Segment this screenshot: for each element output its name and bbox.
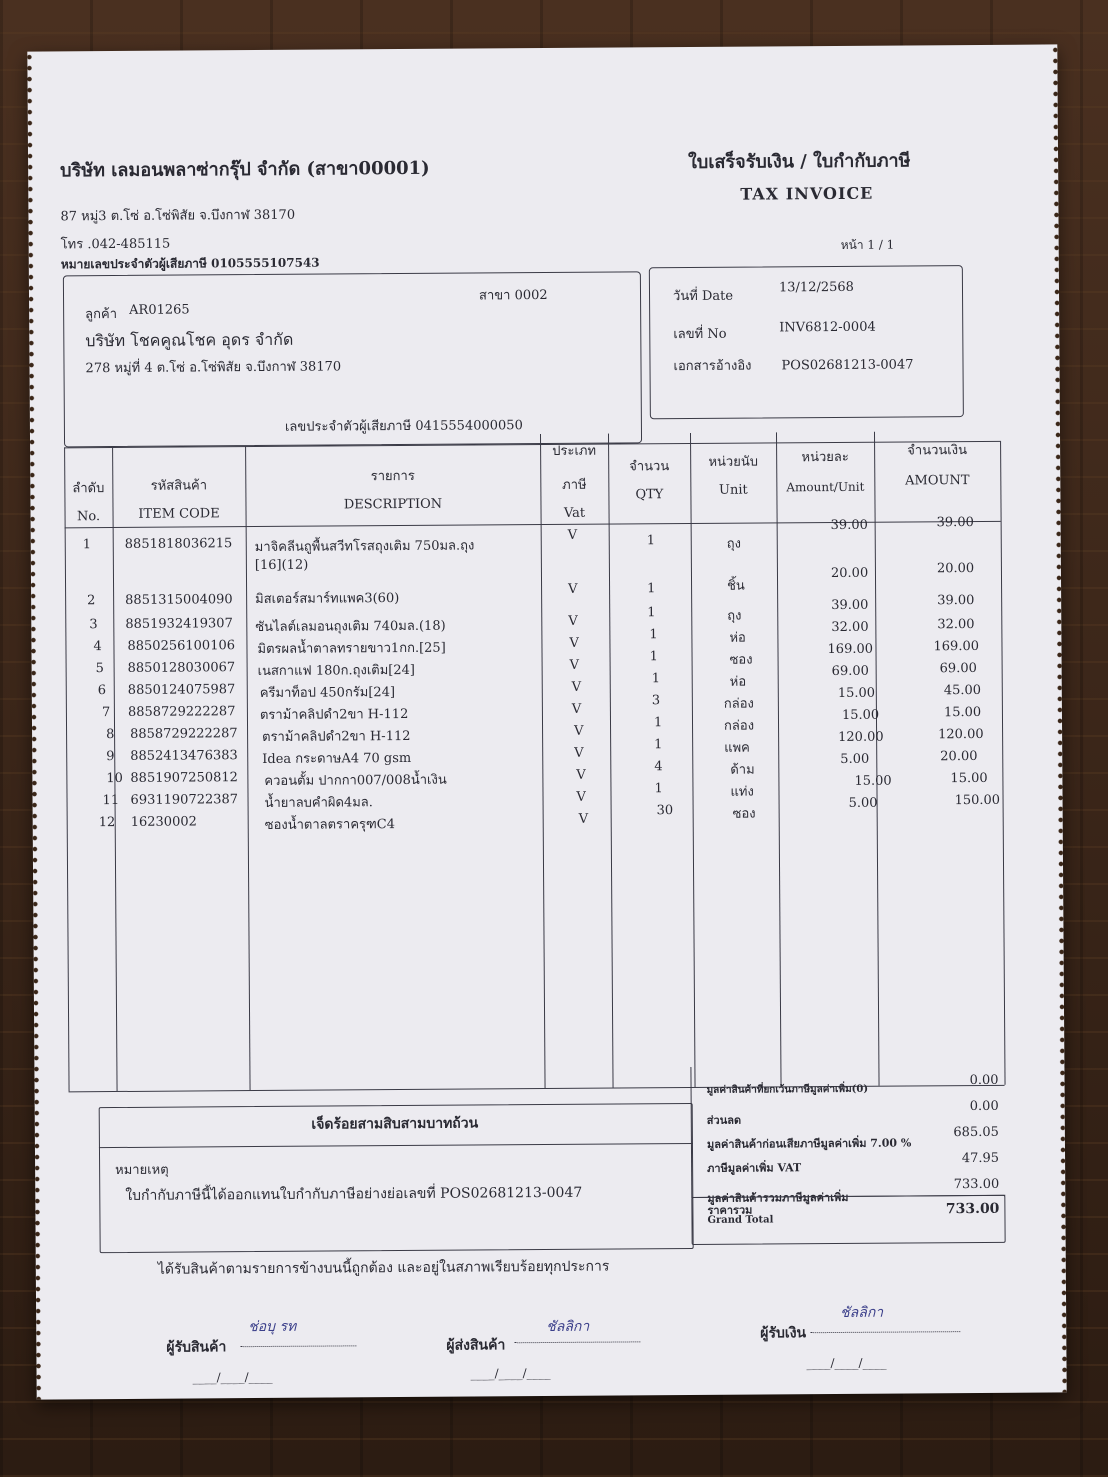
customer-code: AR01265 <box>129 302 190 318</box>
doc-no-value: INV6812-0004 <box>779 319 876 336</box>
hdr-qty-en: QTY <box>635 487 664 503</box>
row-unit: ชิ้น <box>727 578 745 594</box>
row-code: 8851907250812 <box>130 770 238 786</box>
hdr-amount-th: จำนวนเงิน <box>907 443 967 459</box>
row-vat: V <box>571 679 582 695</box>
row-desc: มาจิคลีนถูพื้นสวีทโรสถุงเติม 750มล.ถุง <box>254 538 475 556</box>
row-code: 16230002 <box>130 814 197 830</box>
row-price: 69.00 <box>831 663 869 680</box>
before-vat-label: มูลค่าสินค้าก่อนเสียภาษีมูลค่าเพิ่ม 7.00 % <box>706 1136 912 1151</box>
row-desc-line2: [16](12) <box>254 557 309 574</box>
hdr-unit-th: หน่วยนับ <box>708 454 758 470</box>
doc-title-thai: ใบเสร็จรับเงิน / ใบกำกับภาษี <box>688 150 911 174</box>
company-phone: โทร .042-485115 <box>60 236 171 253</box>
row-qty: 1 <box>649 627 658 643</box>
hdr-no-en: No. <box>76 509 101 525</box>
row-qty: 1 <box>646 533 656 549</box>
row-unit: กล่อง <box>723 718 755 734</box>
row-qty: 1 <box>649 649 658 665</box>
row-no: 1 <box>82 537 92 553</box>
row-amount: 45.00 <box>943 682 982 699</box>
row-price: 15.00 <box>841 707 880 723</box>
grand-label-th: ราคารวม <box>707 1203 753 1217</box>
row-qty: 1 <box>653 715 663 731</box>
page-number: หน้า 1 / 1 <box>840 237 895 252</box>
customer-address: 278 หมู่ที่ 4 ต.โซ่ อ.โซ่พิสัย จ.บึงกาฬ 38170 <box>85 359 342 377</box>
row-no: 9 <box>106 749 115 765</box>
row-vat: V <box>576 789 586 805</box>
row-vat: V <box>574 723 584 739</box>
receiver-signature: ช่อบุ รท <box>248 1318 297 1336</box>
row-desc: มิสเตอร์สมาร์ทแพค3(60) <box>255 591 400 608</box>
collector-signature: ชัลลิกา <box>840 1304 884 1321</box>
row-vat: V <box>569 635 579 651</box>
row-price: 39.00 <box>831 597 869 614</box>
before-vat-value: 685.05 <box>953 1124 999 1141</box>
sender-date: ____/____/____ <box>470 1365 551 1381</box>
hdr-amount-en: AMOUNT <box>905 473 970 489</box>
row-price: 20.00 <box>830 565 869 582</box>
ref-value: POS02681213-0047 <box>781 357 914 374</box>
hdr-price-th: หน่วยละ <box>801 449 849 466</box>
row-amount: 32.00 <box>937 617 975 633</box>
row-qty: 4 <box>654 759 663 775</box>
row-desc: ซองน้ำตาลตราครุฑC4 <box>264 817 396 833</box>
hdr-vat-en: Vat <box>563 505 586 521</box>
row-code: 8851818036215 <box>124 536 233 552</box>
hdr-desc-th: รายการ <box>370 468 415 485</box>
row-code: 8850124075987 <box>127 682 236 698</box>
row-price: 169.00 <box>827 641 874 658</box>
vat-value: 47.95 <box>961 1150 1000 1167</box>
grand-label-en: Grand Total <box>707 1214 774 1226</box>
row-vat: V <box>569 657 580 673</box>
hdr-no-th: ลำดับ <box>72 481 105 497</box>
row-desc: เนสกาแฟ 180ก.ถุงเติม[24] <box>257 662 416 680</box>
row-unit: ด้าม <box>730 762 755 778</box>
row-price: 120.00 <box>838 729 884 745</box>
row-desc: ควอนตั้ม ปากกา007/008น้ำเงิน <box>264 772 447 789</box>
vat-label: ภาษีมูลค่าเพิ่ม VAT <box>707 1161 802 1175</box>
receiver-label: ผู้รับสินค้า <box>166 1339 227 1356</box>
customer-name: บริษัท โชคคูณโชค อุดร จำกัด <box>85 329 294 351</box>
row-vat: V <box>571 701 582 717</box>
row-no: 11 <box>102 792 120 809</box>
hdr-desc-en: DESCRIPTION <box>343 496 443 513</box>
row-no: 4 <box>93 639 102 655</box>
row-vat: V <box>568 613 578 629</box>
row-amount: 20.00 <box>936 561 975 577</box>
customer-tax-id: เลขประจำตัวผู้เสียภาษี 0415554000050 <box>284 418 523 435</box>
row-no: 2 <box>87 593 96 609</box>
exempt-value: 0.00 <box>969 1072 999 1089</box>
collector-sign-line <box>810 1331 960 1333</box>
company-address: 87 หมู่3 ต.โซ่ อ.โซ่พิสัย จ.บึงกาฬ 38170 <box>60 207 296 225</box>
row-vat: V <box>576 767 586 783</box>
row-desc: น้ำยาลบคำผิด4มล. <box>264 795 373 811</box>
row-price: 32.00 <box>831 619 869 636</box>
exempt-label: มูลค่าสินค้าที่ยกเว้นภาษีมูลค่าเพิ่ม(0) <box>706 1083 869 1096</box>
row-vat: V <box>567 527 578 543</box>
row-no: 12 <box>98 815 116 831</box>
row-code: 8858729222287 <box>130 726 238 742</box>
row-price: 5.00 <box>840 751 870 767</box>
doc-no-label: เลขที่ No <box>673 326 727 343</box>
row-price: 15.00 <box>854 773 892 789</box>
row-code: 8851932419307 <box>125 616 233 632</box>
row-code: 8851315004090 <box>125 592 233 608</box>
doc-title-english: TAX INVOICE <box>740 183 874 204</box>
row-amount: 69.00 <box>939 660 977 677</box>
row-desc: ครีมาท็อป 450กรัม[24] <box>259 685 396 702</box>
incl-vat-value: 733.00 <box>953 1176 1000 1193</box>
row-desc: Idea กระดาษA4 70 gsm <box>262 750 412 767</box>
date-value: 13/12/2568 <box>778 279 854 296</box>
company-name: บริษัท เลมอนพลาซ่ากรุ๊ป จำกัด (สาขา00001) <box>60 157 430 182</box>
row-code: 6931190722387 <box>130 792 239 808</box>
row-amount: 39.00 <box>936 515 974 531</box>
grand-total-value: 733.00 <box>945 1200 1000 1218</box>
row-desc: ตราม้าคลิปดำ2ขา H-112 <box>259 706 409 724</box>
date-label: วันที่ Date <box>672 288 734 305</box>
company-tax-id: หมายเลขประจำตัวผู้เสียภาษี 0105555107543 <box>60 255 320 272</box>
row-no: 10 <box>106 770 123 787</box>
row-unit: แพค <box>724 740 750 756</box>
grand-total-box <box>691 1195 1005 1245</box>
row-vat: V <box>574 745 584 761</box>
row-no: 8 <box>106 727 115 743</box>
row-amount: 169.00 <box>933 638 980 655</box>
row-vat: V <box>568 581 578 597</box>
row-code: 8858729222287 <box>127 704 236 720</box>
row-unit: ซอง <box>732 806 756 822</box>
row-code: 8850256100106 <box>127 638 236 654</box>
row-unit: ห่อ <box>729 674 747 690</box>
row-vat: V <box>578 811 589 827</box>
row-qty: 3 <box>651 693 661 709</box>
hdr-code-th: รหัสสินค้า <box>150 478 208 494</box>
amount-in-words: เจ็ดร้อยสามสิบสามบาทถ้วน <box>311 1115 479 1133</box>
row-unit: ถุง <box>726 536 742 552</box>
row-qty: 30 <box>656 803 674 819</box>
hdr-qty-th: จำนวน <box>629 459 670 475</box>
row-price: 15.00 <box>837 685 876 701</box>
hdr-vat-th1: ประเภท <box>552 443 597 459</box>
row-qty: 1 <box>654 737 663 753</box>
row-unit: ถุง <box>727 608 742 624</box>
received-note: ได้รับสินค้าตามรายการข้างบนนี้ถูกต้อง และอยู่ในสภาพเรียบร้อยทุกประการ <box>157 1258 610 1278</box>
receiver-sign-line <box>240 1345 356 1347</box>
collector-label: ผู้รับเงิน <box>760 1325 807 1342</box>
sender-sign-line <box>514 1341 640 1343</box>
hdr-unit-en: Unit <box>718 482 748 498</box>
row-price: 39.00 <box>830 517 868 534</box>
row-unit: แท่ง <box>730 784 754 800</box>
row-unit: ซอง <box>729 652 753 668</box>
row-amount: 39.00 <box>937 593 975 609</box>
row-no: 7 <box>101 705 111 721</box>
row-no: 5 <box>95 661 104 677</box>
row-desc: ตราม้าคลิปดำ2ขา H-112 <box>262 728 411 745</box>
sender-label: ผู้ส่งสินค้า <box>446 1337 506 1354</box>
row-code: 8852413476383 <box>130 748 238 764</box>
hdr-price-en: Amount/Unit <box>786 479 865 495</box>
sender-signature: ชัลลิกา <box>546 1318 590 1336</box>
row-code: 8850128030067 <box>127 660 236 676</box>
row-qty: 1 <box>647 605 656 621</box>
incl-vat-label: มูลค่าสินค้ารวมภาษีมูลค่าเพิ่ม <box>707 1190 849 1205</box>
row-amount: 20.00 <box>940 748 978 765</box>
row-no: 3 <box>89 617 98 633</box>
discount-value: 0.00 <box>969 1098 999 1115</box>
row-price: 5.00 <box>848 795 878 811</box>
row-qty: 1 <box>654 781 663 797</box>
hdr-code-en: ITEM CODE <box>138 506 220 522</box>
row-unit: กล่อง <box>723 696 754 712</box>
collector-date: ____/____/____ <box>806 1355 887 1371</box>
invoice-paper <box>27 44 1066 1399</box>
customer-branch: สาขา 0002 <box>478 287 548 304</box>
receiver-date: ____/____/____ <box>192 1369 273 1385</box>
row-qty: 1 <box>651 671 661 687</box>
row-no: 6 <box>97 683 107 699</box>
row-amount: 15.00 <box>943 704 982 721</box>
row-unit: ห่อ <box>729 630 746 646</box>
ref-label: เอกสารอ้างอิง <box>673 358 752 375</box>
row-amount: 120.00 <box>938 726 984 743</box>
row-amount: 15.00 <box>950 770 988 787</box>
row-qty: 1 <box>647 581 656 597</box>
remark-text: ใบกำกับภาษีนี้ได้ออกแทนใบกำกับภาษีอย่างย่อเลขที่ POS02681213-0047 <box>125 1184 583 1204</box>
row-desc: ซันไลต์เลมอนถุงเติม 740มล.(18) <box>255 618 446 636</box>
hdr-vat-th2: ภาษี <box>562 477 587 493</box>
discount-label: ส่วนลด <box>706 1113 742 1127</box>
row-amount: 150.00 <box>954 792 1001 809</box>
row-desc: มิตรผลน้ำตาลทรายขาว1กก.[25] <box>257 640 446 658</box>
customer-label: ลูกค้า <box>85 306 118 323</box>
remark-label: หมายเหตุ <box>115 1162 169 1179</box>
